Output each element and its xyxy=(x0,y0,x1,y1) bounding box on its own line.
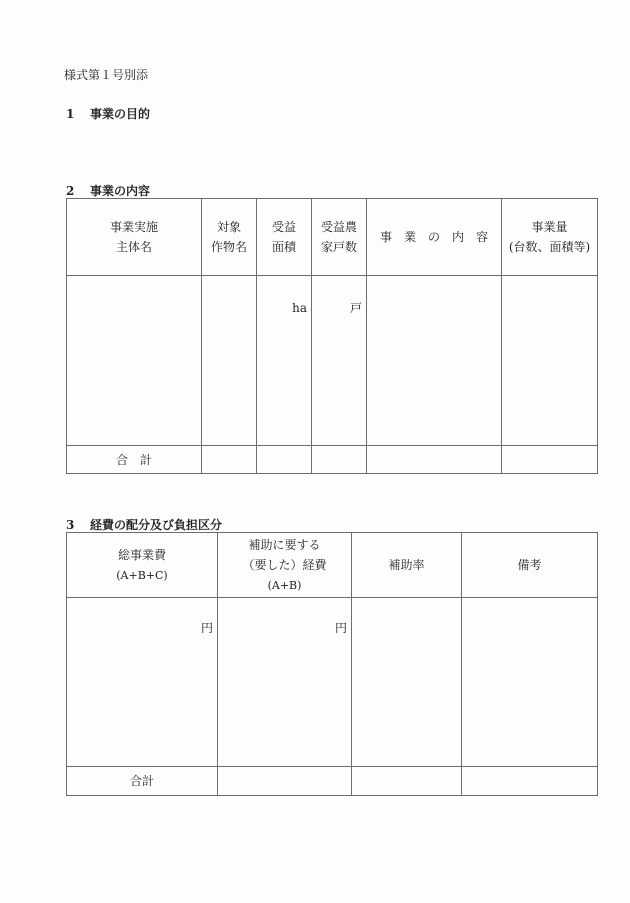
total-subsidy-rate[interactable] xyxy=(352,767,462,796)
cell-subsidy-rate[interactable] xyxy=(352,598,462,767)
cell-crop[interactable] xyxy=(202,276,257,446)
total-remarks[interactable] xyxy=(462,767,598,796)
cell-total-cost[interactable]: 円 xyxy=(67,598,218,767)
data-row xyxy=(67,598,598,767)
cell-households[interactable]: 戸 xyxy=(312,276,367,446)
total-households[interactable] xyxy=(312,446,367,474)
total-label: 合 計 xyxy=(67,446,202,474)
cost-table xyxy=(66,532,598,796)
total-subsidy-expense[interactable] xyxy=(218,767,352,796)
section-number: 2 xyxy=(66,184,75,198)
cell-subsidy-expense[interactable]: 円 xyxy=(218,598,352,767)
header-subsidy-rate: 補助率 xyxy=(352,533,462,598)
header-project-content: 事業の内容 xyxy=(367,199,502,276)
cell-entity[interactable] xyxy=(67,276,202,446)
section-number: 3 xyxy=(66,518,75,532)
section-number: 1 xyxy=(66,107,75,121)
header-row xyxy=(67,199,598,276)
total-row xyxy=(67,767,598,796)
header-total-cost: 総事業費 (A+B+C) xyxy=(67,533,218,598)
total-label: 合計 xyxy=(67,767,218,796)
content-table xyxy=(66,198,598,474)
header-subsidy-expense: 補助に要する （要した）経費 (A+B) xyxy=(218,533,352,598)
header-remarks: 備考 xyxy=(462,533,598,598)
form-label: 様式第１号別添 xyxy=(64,68,149,82)
cell-area[interactable]: ha xyxy=(257,276,312,446)
section-2-heading xyxy=(66,182,150,199)
total-content[interactable] xyxy=(367,446,502,474)
section-title: 事業の内容 xyxy=(90,184,151,198)
header-project-volume: 事業量 (台数、面積等) xyxy=(502,199,598,276)
cell-volume[interactable] xyxy=(502,276,598,446)
total-crop[interactable] xyxy=(202,446,257,474)
section-1-heading xyxy=(66,105,150,122)
total-row xyxy=(67,446,598,474)
data-row xyxy=(67,276,598,446)
header-target-crop: 対象 作物名 xyxy=(202,199,257,276)
header-benefit-households: 受益農 家戸数 xyxy=(312,199,367,276)
section-3-heading xyxy=(66,516,222,533)
section-title: 事業の目的 xyxy=(90,107,151,121)
header-row xyxy=(67,533,598,598)
cell-remarks[interactable] xyxy=(462,598,598,767)
total-area[interactable] xyxy=(257,446,312,474)
section-title: 経費の配分及び負担区分 xyxy=(90,518,223,532)
total-volume[interactable] xyxy=(502,446,598,474)
cell-content[interactable] xyxy=(367,276,502,446)
header-benefit-area: 受益 面積 xyxy=(257,199,312,276)
header-implementing-entity: 事業実施 主体名 xyxy=(67,199,202,276)
